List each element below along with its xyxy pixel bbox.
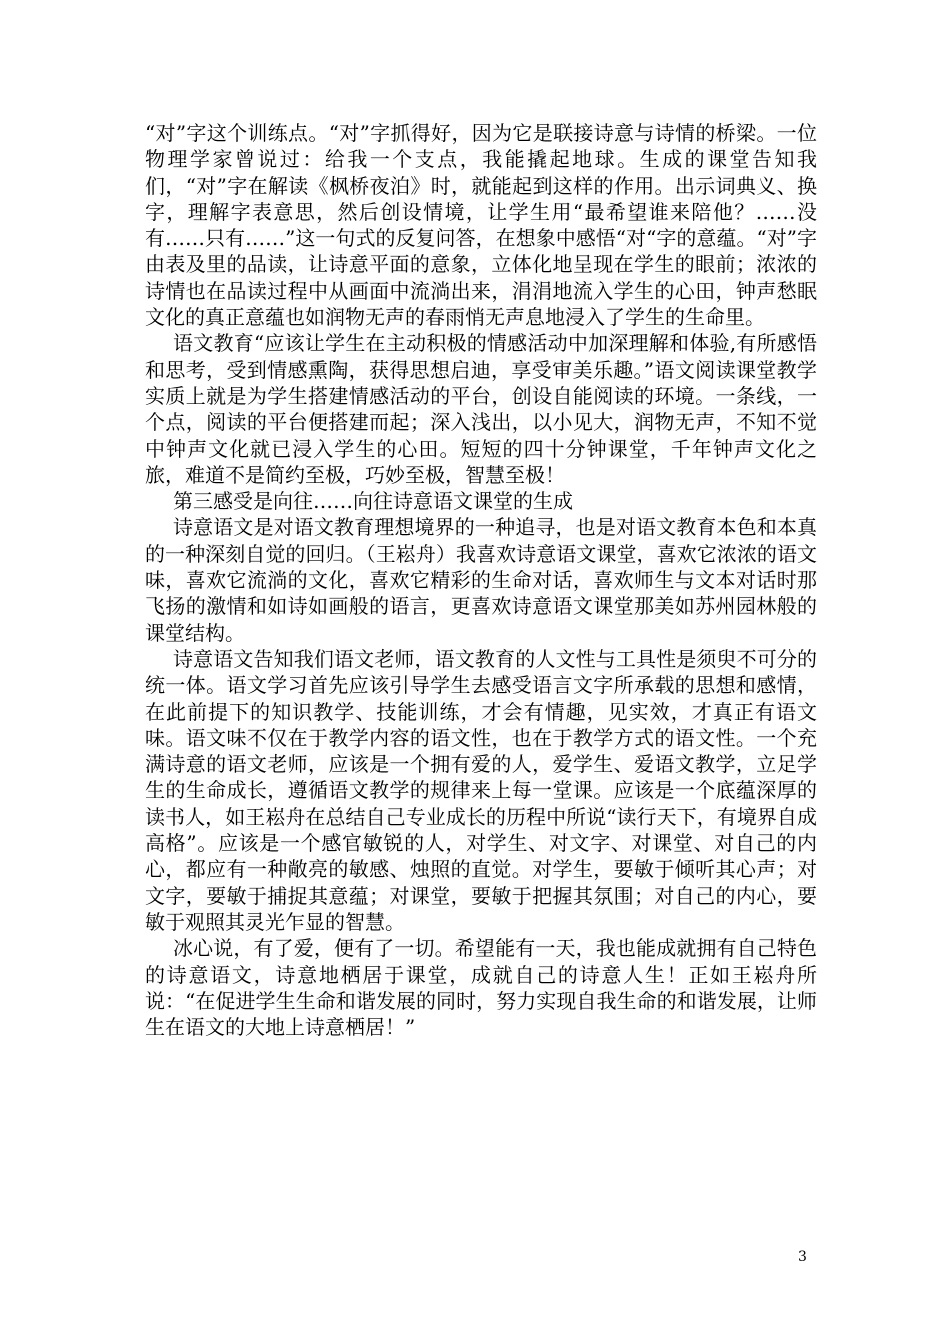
page-number: 3 bbox=[798, 1249, 807, 1265]
paragraph-poetic-teacher: 诗意语文告知我们语文老师，语文教育的人文性与工具性是须臾不可分的统一体。语文学习首先应该引导学生去感受语言文字所承载的思想和感情，在此前提下的知识教学、技能训练，才会有情趣，见实效，才真正有语文味。语文味不仅在于教学内容的语文性，也在于教学方式的语文性。一个充满诗意的语文老师，应该是一个拥有爱的人，爱学生、爱语文教学，立足学生的生命成长，遵循语文教学的规律来上每一堂课。应该是一个底蕴深厚的读书人，如王崧舟在总结自己专业成长的历程中所说“读行天下，有境界自成高格”。应该是一个感官敏锐的人，对学生、对文字、对课堂、对自己的内心，都应有一种敞亮的敏感、烛照的直觉。对学生，要敏于倾听其心声；对文字，要敏于捕捉其意蕴；对课堂，要敏于把握其氛围；对自己的内心，要敏于观照其灵光乍显的智慧。 bbox=[145, 646, 817, 934]
paragraph-conclusion: 冰心说，有了爱，便有了一切。希望能有一天，我也能成就拥有自己特色的诗意语文，诗意地栖居于课堂，成就自己的诗意人生！正如王崧舟所说：“在促进学生生命和谐发展的同时，努力实现自我生命的和谐发展，让师生在语文的大地上诗意栖居！” bbox=[145, 936, 817, 1040]
paragraph-chinese-education: 语文教育“应该让学生在主动积极的情感活动中加深理解和体验,有所感悟和思考，受到情感熏陶，获得思想启迪，享受审美乐趣。”语文阅读课堂教学实质上就是为学生搭建情感活动的平台，创设自能阅读的环境。一条线，一个点，阅读的平台便搭建而起；深入浅出，以小见大，润物无声，不知不觉中钟声文化就已浸入学生的心田。短短的四十分钟课堂，千年钟声文化之旅，难道不是简约至极，巧妙至极，智慧至极！ bbox=[145, 331, 817, 487]
paragraph-continuation: “对”字这个训练点。“对”字抓得好，因为它是联接诗意与诗情的桥梁。一位物理学家曾说过：给我一个支点，我能撬起地球。生成的课堂告知我们，“对”字在解读《枫桥夜泊》时，就能起到这样的作用。出示词典义、换字，理解字表意思，然后创设情境，让学生用“最希望谁来陪他？……没有……只有……”这一句式的反复问答，在想象中感悟“对“字的意蕴。“对”字由表及里的品读，让诗意平面的意象，立体化地呈现在学生的眼前；浓浓的诗情也在品读过程中从画面中流淌出来，涓涓地流入学生的心田，钟声愁眠文化的真正意蕴也如润物无声的春雨悄无声息地浸入了学生的生命里。 bbox=[145, 121, 817, 330]
section-heading-third-feeling: 第三感受是向往……向往诗意语文课堂的生成 bbox=[173, 489, 573, 514]
paragraph-poetic-chinese: 诗意语文是对语文教育理想境界的一种追寻，也是对语文教育本色和本真的一种深刻自觉的回归。（王崧舟）我喜欢诗意语文课堂，喜欢它浓浓的语文味，喜欢它流淌的文化，喜欢它精彩的生命对话，喜欢师生与文本对话时那飞扬的激情和如诗如画般的语言，更喜欢诗意语文课堂那美如苏州园林般的课堂结构。 bbox=[145, 515, 817, 645]
body-text bbox=[145, 120, 817, 1040]
